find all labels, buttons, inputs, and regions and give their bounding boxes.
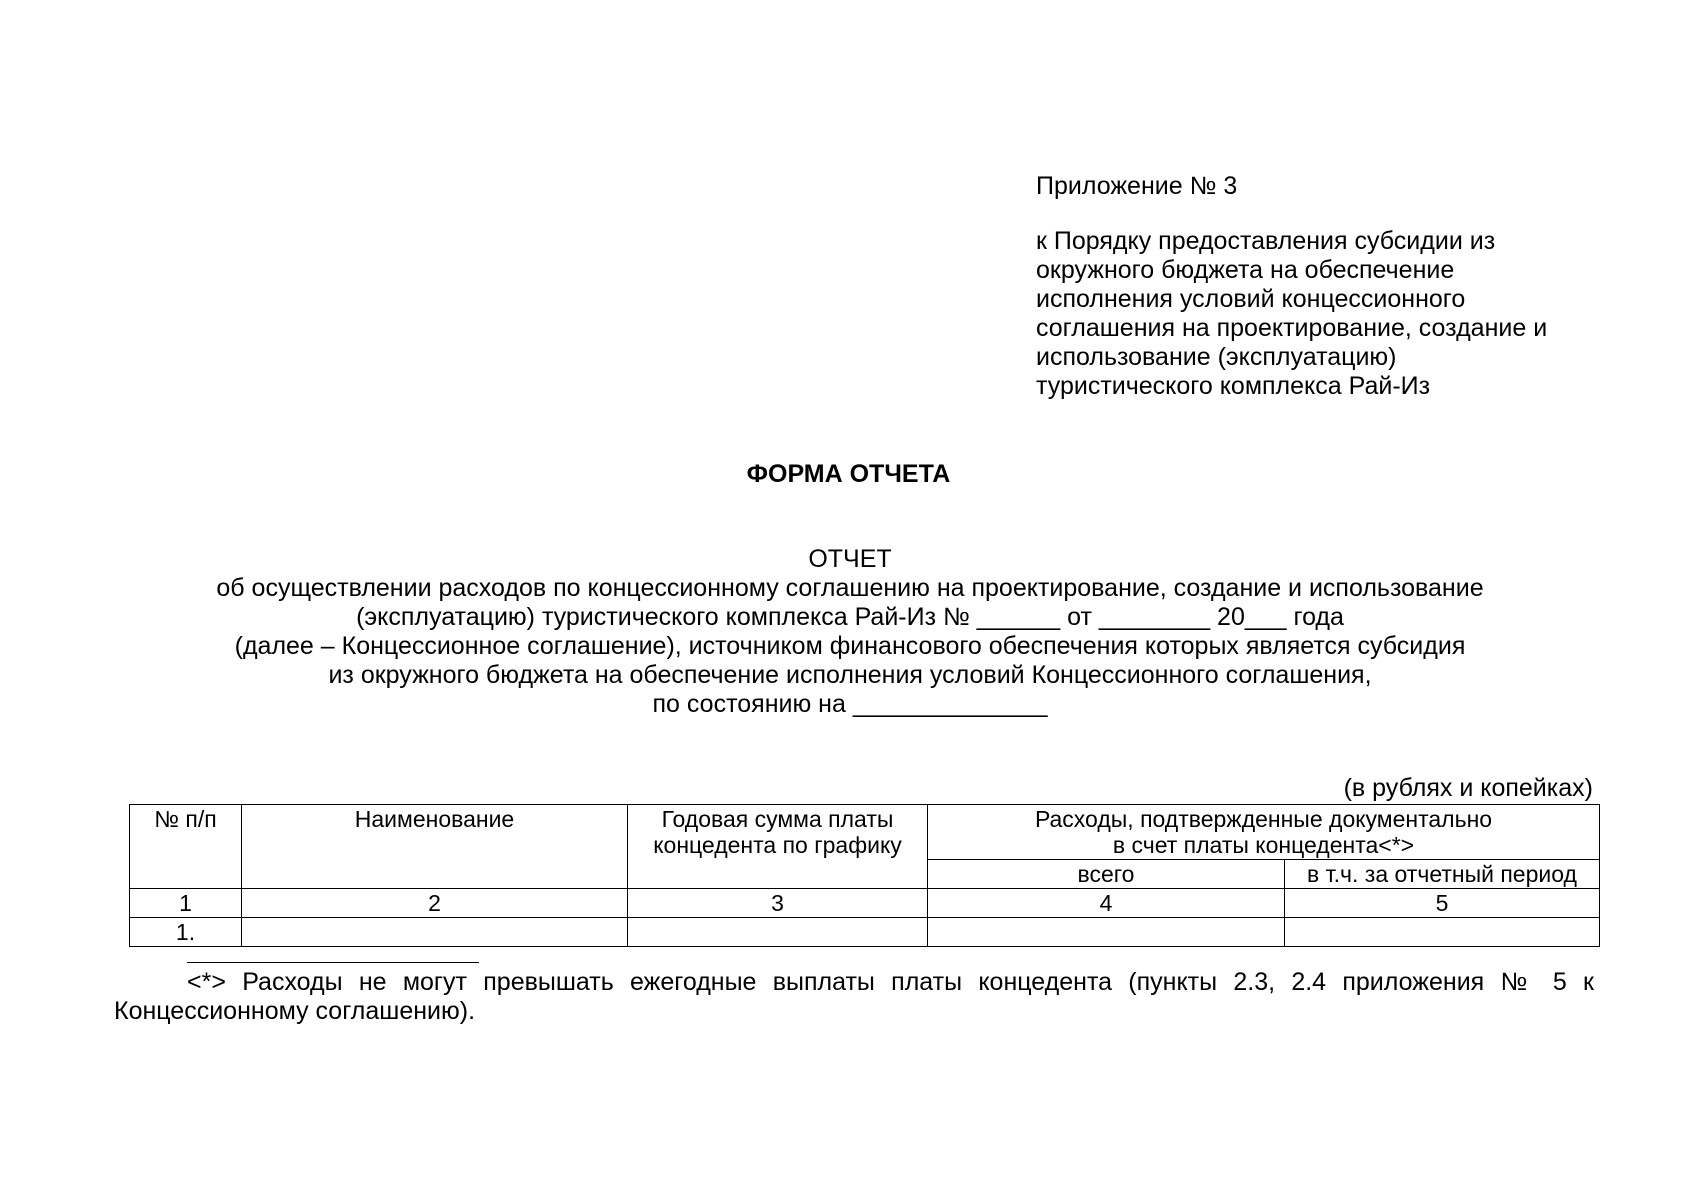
appendix-line: туристического комплекса Рай-Из — [1036, 372, 1431, 400]
appendix-line: использование (эксплуатацию) — [1036, 343, 1397, 371]
table-cell — [928, 918, 1285, 947]
appendix-subtitle — [1036, 227, 1596, 401]
report-table — [129, 804, 1600, 947]
footnote: <*> Расходы не могут превышать ежегодные выплаты платы концедента (пункты 2.3, 2.4 приложения № 5 к Концессионному соглашению). — [114, 968, 1594, 1025]
header-expenses-line: в счет платы концедента<*> — [1112, 832, 1415, 858]
table-numbering-row — [130, 889, 1600, 918]
header-annual-line: концедента по графику — [653, 832, 902, 858]
units-note: (в рублях и копейках) — [1343, 774, 1593, 802]
header-expenses-line: Расходы, подтвержденные документально — [1034, 806, 1493, 832]
appendix-title: Приложение № 3 — [1036, 172, 1238, 200]
report-line: об осуществлении расходов по концессионному соглашению на проектирование, создание и использование — [216, 574, 1484, 602]
appendix-line: окружного бюджета на обеспечение — [1036, 256, 1455, 284]
report-line: (эксплуатацию) туристического комплекса Рай-Из № ______ от ________ 20___ года — [356, 603, 1344, 631]
footnote-separator — [187, 962, 479, 963]
report-heading: ОТЧЕТ — [808, 545, 892, 573]
form-title: ФОРМА ОТЧЕТА — [746, 460, 951, 488]
header-expenses — [928, 805, 1600, 860]
table-cell: 1. — [130, 918, 242, 947]
table-row — [130, 918, 1600, 947]
header-total: всего — [928, 860, 1285, 889]
report-line: (далее – Концессионное соглашение), источником финансового обеспечения которых является субсидия — [234, 632, 1466, 660]
appendix-line: к Порядку предоставления субсидии из — [1036, 227, 1496, 255]
header-num: № п/п — [130, 805, 242, 889]
appendix-line: соглашения на проектирование, создание и — [1036, 314, 1548, 342]
header-name: Наименование — [242, 805, 628, 889]
numbering-cell: 4 — [928, 889, 1285, 918]
table-cell — [628, 918, 928, 947]
numbering-cell: 5 — [1285, 889, 1600, 918]
report-line: по состоянию на ______________ — [652, 690, 1048, 718]
appendix-block — [1036, 172, 1596, 401]
table-cell — [242, 918, 628, 947]
table-header-row — [130, 805, 1600, 860]
header-period: в т.ч. за отчетный период — [1285, 860, 1600, 889]
header-annual-line: Годовая сумма платы — [661, 806, 894, 832]
numbering-cell: 2 — [242, 889, 628, 918]
report-line: из окружного бюджета на обеспечение исполнения условий Концессионного соглашения, — [328, 661, 1372, 689]
appendix-line: исполнения условий концессионного — [1036, 285, 1466, 313]
table-cell — [1285, 918, 1600, 947]
numbering-cell: 3 — [628, 889, 928, 918]
numbering-cell: 1 — [130, 889, 242, 918]
report-heading-block — [120, 545, 1580, 719]
header-annual-sum — [628, 805, 928, 889]
